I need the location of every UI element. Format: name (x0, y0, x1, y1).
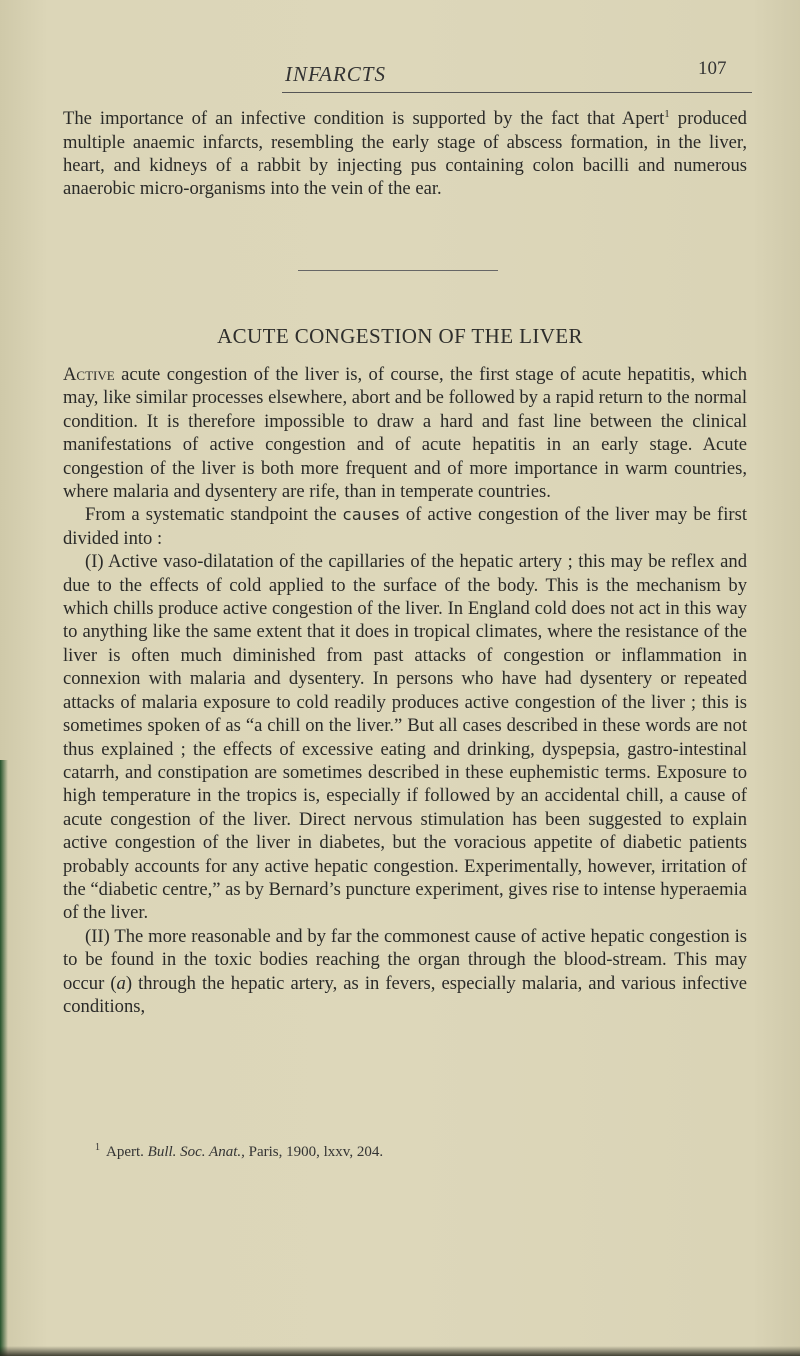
footnote (95, 1142, 735, 1161)
paragraph-text: (I) Active vaso-dilatation of the capillaries of the hepatic artery ; this may be reflex and due to the effects of cold applied to the surface of the body. This is the mechanism by which chills produce active congestion of the liver. In England cold does not act in this way to anything like the same extent that it does in tropical climates, where the resistance of the liver is often much diminished from past attacks of congestion or inflammation in connexion with malaria and dysentery. In persons who have had dysentery or repeated attacks of malaria exposure to cold readily produces active congestion of the liver ; this is sometimes spoken of as “a chill on the liver.” But all cases described in these words are not thus explained ; the effects of excessive eating and drinking, dyspepsia, gastro-intestinal catarrh, and constipation are sometimes described in these euphemistic terms. Exposure to high temperature in the tropics is, especially if followed by an accidental chill, a cause of acute congestion of the liver. Direct nervous stimulation has been suggested to explain active congestion of the liver in diabetes, but the voracious appetite of diabetic patients probably accounts for any active hepatic congestion. Experimentally, however, irritation of the “diabetic centre,” as by Bernard’s puncture experiment, gives rise to intense hyperaemia of the liver. (63, 551, 747, 924)
page-edge-shadow (0, 760, 8, 1356)
footnote-marker: 1 (95, 1142, 100, 1153)
paragraph-text: (II) The more reasonable and by far the commonest cause of active hepatic congestion is to be found in the toxic bodies reaching the organ through the blood-stream. This may occur ( (63, 925, 747, 994)
lead-word: Active (63, 364, 115, 385)
paragraph-active-congestion (63, 363, 747, 503)
paragraph-cause-two (63, 925, 747, 1019)
section-body (63, 363, 747, 1018)
intro-paragraph (63, 103, 747, 201)
italic-letter: a (116, 972, 126, 994)
intro-text-part1: The importance of an infective condition is supported by the fact that Apert (63, 108, 665, 130)
page-number: 107 (698, 58, 727, 79)
paragraph-text: of active congestion of the liver may be first divided into : (63, 504, 747, 549)
intro-text-part2: produced multiple anaemic infarcts, resembling the early stage of abscess formation, in the liver, heart, and kidneys of a rabbit by injecting pus containing colon bacilli and numerous anaerobic micro-organisms into the vein of the ear. (63, 108, 747, 200)
footnote-author: Apert. (106, 1144, 144, 1160)
paragraph-text: From a systematic standpoint the (85, 504, 343, 526)
paragraph-text: acute congestion of the liver is, of course, the first stage of acute hepatitis, which may, like similar processes elsewhere, abort and be followed by a rapid return to the normal condition. It is therefore impossible to draw a hard and fast line between the clinical manifestations of active congestion and of acute hepatitis in an early stage. Acute congestion of the liver is both more frequent and of more importance in warm countries, where malaria and dysentery are rife, than in temperate countries. (63, 364, 747, 503)
running-head: INFARCTS (285, 62, 386, 86)
emphasized-word: causes (342, 505, 400, 525)
section-heading: ACUTE CONGESTION OF THE LIVER (217, 324, 583, 348)
paragraph-text: ) through the hepatic artery, as in fevers, especially malaria, and various infective conditions, (63, 972, 747, 1017)
footnote-details: Paris, 1900, lxxv, 204. (248, 1144, 384, 1160)
footnote-reference: 1 (664, 108, 670, 120)
page-bottom-shadow (0, 1346, 800, 1356)
footnote-journal: Bull. Soc. Anat., (147, 1144, 245, 1160)
paragraph-cause-one (63, 550, 747, 925)
paragraph-causes (63, 503, 747, 550)
section-separator (298, 270, 498, 271)
header-rule (282, 92, 752, 93)
